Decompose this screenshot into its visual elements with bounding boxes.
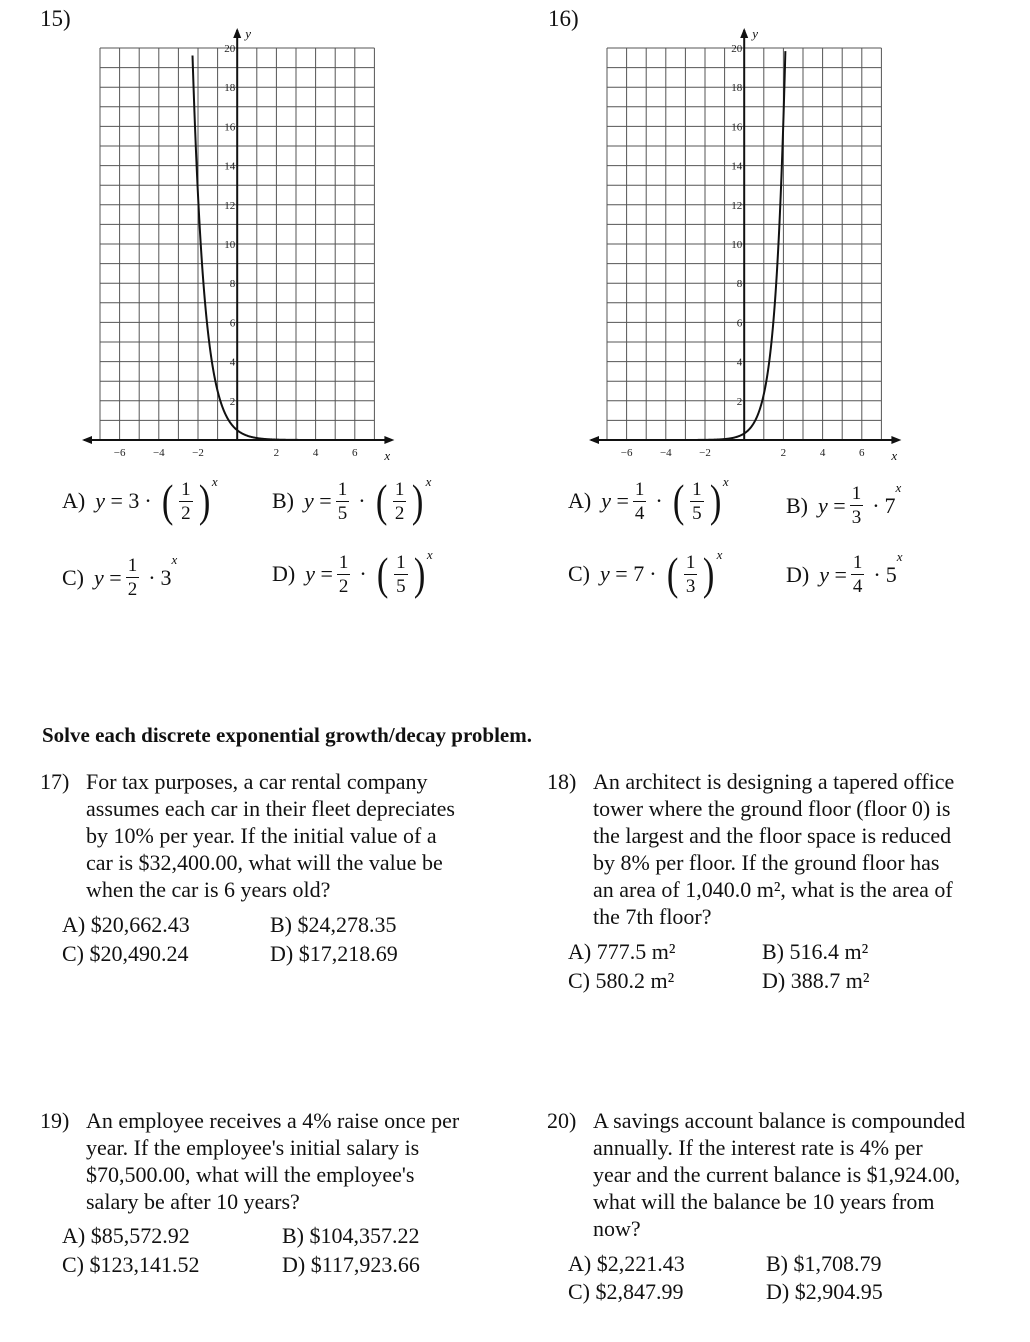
- x-tick-label: −4: [659, 447, 672, 459]
- problem-20-answer-c[interactable]: C) $2,847.99: [568, 1279, 684, 1304]
- base-denominator: 3: [685, 575, 696, 597]
- coefficient: 7: [633, 561, 645, 586]
- problem-15-graph-svg: [80, 26, 410, 466]
- y-axis-label: y: [752, 26, 758, 41]
- text-line: For tax purposes, a car rental company: [86, 769, 428, 794]
- problem-19-answer-d[interactable]: D) $117,923.66: [282, 1252, 420, 1277]
- exponent: x: [722, 474, 729, 489]
- text-line: $70,500.00, what will the employee's: [86, 1162, 415, 1187]
- coef-denominator: 4: [852, 576, 863, 597]
- problem-17-answer-d[interactable]: D) $17,218.69: [270, 941, 398, 966]
- x-tick-label: −2: [192, 447, 204, 459]
- choice-label: C): [568, 561, 590, 586]
- problem-19-answer-b[interactable]: B) $104,357.22: [282, 1223, 420, 1248]
- coef-numerator: 1: [337, 478, 348, 500]
- y-axis-arrow: [740, 28, 748, 38]
- problem-19-answer-c[interactable]: C) $123,141.52: [62, 1252, 200, 1277]
- y-tick-label: 16: [731, 121, 743, 134]
- text-line: when the car is 6 years old?: [86, 877, 331, 902]
- problem-17: [40, 768, 500, 902]
- y-tick-label: 2: [229, 395, 236, 408]
- y-tick-label: 6: [229, 317, 236, 330]
- text-line: car is $32,400.00, what will the value be: [86, 850, 443, 875]
- y-tick-label: 12: [224, 199, 236, 212]
- exponent: x: [211, 474, 218, 489]
- choice-label: A): [568, 488, 592, 513]
- y-axis-arrow: [233, 28, 241, 38]
- base: 7: [884, 492, 896, 518]
- coef-numerator: 1: [338, 551, 349, 573]
- x-axis-arrow-right: [384, 436, 394, 444]
- y-tick-label: 14: [224, 160, 236, 173]
- base-numerator: 1: [685, 551, 696, 573]
- x-axis-arrow-left: [82, 436, 92, 444]
- text-line: by 10% per year. If the initial value of a: [86, 823, 437, 848]
- text-line: tower where the ground floor (floor 0) is: [593, 796, 951, 821]
- exponent: x: [426, 547, 433, 562]
- y-tick-label: 16: [224, 121, 236, 134]
- y-tick-label: 8: [229, 278, 236, 291]
- coef-denominator: 4: [634, 502, 645, 524]
- text-line: now?: [593, 1216, 641, 1241]
- y-tick-label: 20: [731, 43, 743, 55]
- problem-19-answer-a[interactable]: A) $85,572.92: [62, 1223, 190, 1248]
- choice-label: A): [62, 488, 86, 513]
- choice-label: C): [62, 564, 84, 590]
- x-tick-label: −2: [699, 447, 711, 459]
- y-tick-label: 10: [731, 239, 743, 251]
- problem-text: [593, 1107, 965, 1242]
- base-denominator: 2: [181, 502, 191, 524]
- y-tick-label: 4: [229, 356, 236, 369]
- problem-18: [547, 768, 1007, 930]
- text-line: year and the current balance is $1,924.00,: [593, 1162, 961, 1187]
- problem-20-answer-a[interactable]: A) $2,221.43: [568, 1251, 685, 1276]
- x-axis-label: x: [891, 448, 898, 463]
- base: 5: [885, 561, 897, 587]
- y-tick-label: 8: [736, 278, 743, 291]
- text-line: An employee receives a 4% raise once per: [86, 1108, 460, 1133]
- problem-number: 18): [547, 769, 577, 794]
- problem-19: [40, 1107, 500, 1217]
- text-line: salary be after 10 years?: [86, 1189, 300, 1214]
- exponent: x: [425, 474, 432, 489]
- problem-number: 20): [547, 1108, 577, 1133]
- x-tick-label: 2: [273, 447, 280, 459]
- base: 3: [160, 564, 172, 590]
- y-tick-label: 14: [731, 160, 743, 173]
- problem-15-number: 15): [40, 6, 71, 31]
- y-axis-label: y: [245, 26, 251, 41]
- y-tick-label: 18: [224, 82, 236, 95]
- x-tick-label: 6: [859, 447, 865, 459]
- text-line: the largest and the floor space is reduced: [593, 823, 952, 848]
- base-denominator: 5: [396, 575, 406, 597]
- text-line: an area of 1,040.0 m², what is the area of: [593, 877, 953, 902]
- coef-numerator: 1: [127, 555, 138, 576]
- choice-label: B): [786, 492, 808, 518]
- choice-label: D): [272, 561, 296, 586]
- x-tick-label: −6: [113, 447, 126, 459]
- problem-15-graph: [80, 26, 410, 466]
- x-tick-label: 6: [352, 447, 358, 459]
- coef-denominator: 5: [337, 502, 348, 524]
- x-tick-label: 4: [312, 447, 319, 459]
- coefficient: 3: [128, 488, 140, 513]
- base-numerator: 1: [394, 478, 405, 500]
- problem-17-answer-c[interactable]: C) $20,490.24: [62, 941, 189, 966]
- problem-15-choice-d[interactable]: D) y = $\frac{1}{2}$ · ( $\frac{1}{5}$ ) x: [272, 547, 433, 599]
- y-tick-label: 12: [731, 199, 743, 212]
- y-tick-label: 6: [736, 317, 743, 330]
- coef-numerator: 1: [851, 483, 862, 504]
- problem-16-choice-c[interactable]: C) y = 7 · ( $\frac{1}{3}$ ) x: [568, 547, 723, 599]
- problem-16-number: 16): [548, 6, 579, 31]
- exponent: x: [716, 547, 723, 562]
- problem-text: [86, 1107, 459, 1215]
- x-axis-arrow-right: [891, 436, 901, 444]
- problem-18-answer-a[interactable]: A) 777.5 m²: [568, 939, 676, 964]
- problem-16-graph-svg: [587, 26, 917, 466]
- base-numerator: 1: [692, 478, 702, 500]
- y-tick-label: 18: [731, 82, 743, 95]
- x-tick-label: 2: [780, 447, 787, 459]
- text-line: assumes each car in their fleet depreciates: [86, 796, 455, 821]
- text-line: what will the balance be 10 years from: [593, 1189, 935, 1214]
- problem-16-choice-d[interactable]: D) y = $\frac{1}{4}$ · 5 x: [786, 549, 903, 597]
- base-denominator: 5: [692, 502, 702, 524]
- base-denominator: 2: [394, 502, 405, 524]
- problem-text: [86, 768, 455, 903]
- text-line: the 7th floor?: [593, 904, 712, 929]
- text-line: by 8% per floor. If the ground floor has: [593, 850, 940, 875]
- problem-20: [547, 1107, 1017, 1242]
- x-tick-label: −6: [620, 447, 633, 459]
- coef-denominator: 3: [851, 507, 862, 528]
- choice-label: B): [272, 488, 294, 513]
- exponent: x: [896, 549, 903, 564]
- problem-17-answer-b[interactable]: B) $24,278.35: [270, 912, 397, 937]
- x-tick-label: 4: [819, 447, 826, 459]
- problem-text: [593, 768, 954, 930]
- problem-number: 19): [40, 1108, 70, 1133]
- problem-18-answer-c[interactable]: C) 580.2 m²: [568, 968, 675, 993]
- x-axis-label: x: [384, 448, 391, 463]
- problem-17-answer-a[interactable]: A) $20,662.43: [62, 912, 190, 937]
- base-numerator: 1: [181, 478, 191, 500]
- text-line: annually. If the interest rate is 4% per: [593, 1135, 923, 1160]
- coef-numerator: 1: [852, 552, 863, 573]
- section-heading: Solve each discrete exponential growth/decay problem.: [42, 723, 532, 747]
- y-tick-label: 20: [224, 43, 236, 55]
- y-tick-label: 4: [736, 356, 743, 369]
- problem-number: 17): [40, 769, 70, 794]
- text-line: A savings account balance is compounded: [593, 1108, 966, 1133]
- coef-denominator: 2: [338, 575, 349, 597]
- exponent: x: [895, 480, 902, 495]
- problem-20-answer-b[interactable]: B) $1,708.79: [766, 1251, 882, 1276]
- exponent: x: [171, 552, 178, 567]
- choice-label: D): [786, 561, 810, 587]
- y-tick-label: 10: [224, 239, 236, 251]
- problem-20-answer-d[interactable]: D) $2,904.95: [766, 1279, 883, 1304]
- problem-18-answer-b[interactable]: B) 516.4 m²: [762, 939, 869, 964]
- problem-18-answer-d[interactable]: D) 388.7 m²: [762, 968, 870, 993]
- text-line: An architect is designing a tapered office: [593, 769, 955, 794]
- coef-denominator: 2: [127, 579, 138, 600]
- problem-15-choice-c[interactable]: C) y = $\frac{1}{2}$ · 3 x: [62, 552, 178, 600]
- text-line: year. If the employee's initial salary is: [86, 1135, 420, 1160]
- problem-16-choice-b[interactable]: B) y = $\frac{1}{3}$ · 7 x: [786, 480, 902, 528]
- problem-15-choice-a[interactable]: A) y = 3 · ( $\frac{1}{2}$ ) x: [62, 474, 218, 526]
- problem-16-choice-a[interactable]: A) y = $\frac{1}{4}$ · ( $\frac{1}{5}$ ) x: [568, 474, 729, 526]
- problem-16-graph: [587, 26, 917, 466]
- problem-15-choice-b[interactable]: B) y = $\frac{1}{5}$ · ( $\frac{1}{2}$ ) x: [272, 474, 432, 526]
- data-curve: [193, 56, 375, 440]
- y-tick-label: 2: [736, 395, 743, 408]
- coef-numerator: 1: [634, 478, 645, 500]
- x-tick-label: −4: [152, 447, 165, 459]
- x-axis-arrow-left: [589, 436, 599, 444]
- base-numerator: 1: [396, 551, 406, 573]
